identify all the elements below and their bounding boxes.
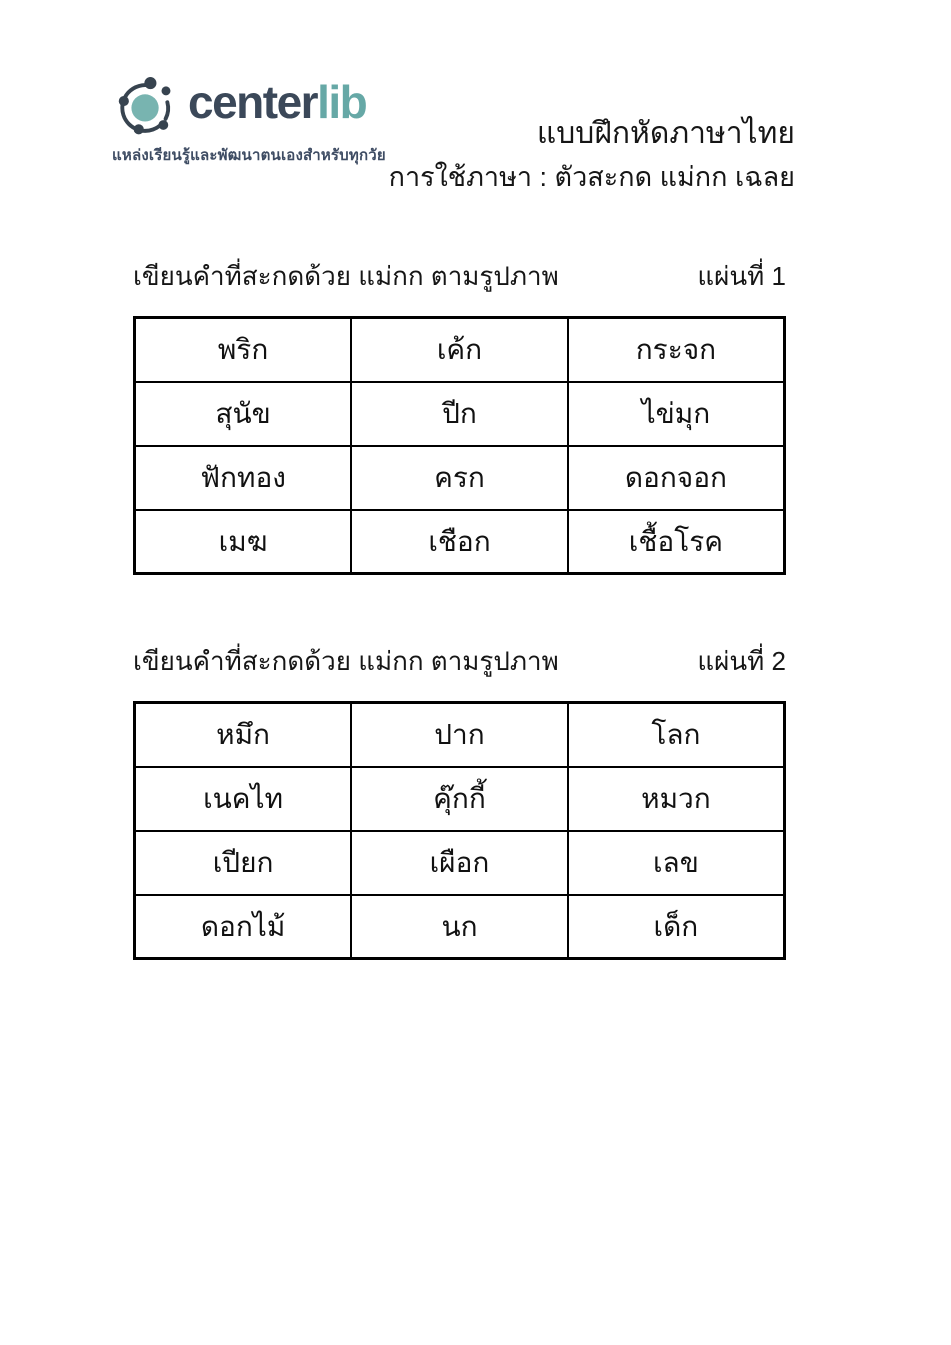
- word-cell: พริก: [135, 318, 352, 382]
- word-cell: คุ๊กกี้: [351, 767, 568, 831]
- sheet-2-number: แผ่นที่ 2: [697, 646, 786, 676]
- word-cell: เผือก: [351, 831, 568, 895]
- word-cell: ดอกไม้: [135, 895, 352, 959]
- sheet-1-header: [133, 256, 786, 296]
- word-cell: สุนัข: [135, 382, 352, 446]
- word-cell: ครก: [351, 446, 568, 510]
- word-cell: ปาก: [351, 703, 568, 767]
- word-cell: เชือก: [351, 510, 568, 574]
- word-cell: เค้ก: [351, 318, 568, 382]
- table-row: [135, 446, 785, 510]
- word-cell: ไข่มุก: [568, 382, 785, 446]
- logo-wordmark: [188, 76, 367, 131]
- word-cell: โลก: [568, 703, 785, 767]
- word-cell: หมึก: [135, 703, 352, 767]
- word-cell: หมวก: [568, 767, 785, 831]
- logo-text-center: center: [188, 76, 318, 128]
- word-cell: เชื้อโรค: [568, 510, 785, 574]
- centerlib-logo: [110, 68, 386, 167]
- answer-table-1: [133, 316, 786, 575]
- word-cell: ปีก: [351, 382, 568, 446]
- word-cell: เนคไท: [135, 767, 352, 831]
- word-cell: นก: [351, 895, 568, 959]
- word-cell: ฟักทอง: [135, 446, 352, 510]
- table-row: [135, 895, 785, 959]
- centerlib-logo-icon: [110, 68, 184, 142]
- page-subtitle: การใช้ภาษา : ตัวสะกด แม่กก เฉลย: [388, 161, 795, 192]
- sheet-1-instruction: เขียนคำที่สะกดด้วย แม่กก ตามรูปภาพ: [133, 261, 559, 291]
- sheet-2-header: [133, 641, 786, 681]
- logo-tagline: แหล่งเรียนรู้และพัฒนาตนเองสำหรับทุกวัย: [112, 147, 386, 164]
- table-row: [135, 510, 785, 574]
- section-sheet-2: [133, 641, 786, 960]
- logo-text-lib: lib: [317, 76, 367, 128]
- word-cell: เด็ก: [568, 895, 785, 959]
- word-cell: กระจก: [568, 318, 785, 382]
- sheet-2-instruction: เขียนคำที่สะกดด้วย แม่กก ตามรูปภาพ: [133, 646, 559, 676]
- document-titles: [389, 114, 795, 195]
- word-cell: เลข: [568, 831, 785, 895]
- table-row: [135, 318, 785, 382]
- word-cell: เปียก: [135, 831, 352, 895]
- page-title: แบบฝึกหัดภาษาไทย: [536, 117, 795, 150]
- word-cell: เมฆ: [135, 510, 352, 574]
- table-row: [135, 382, 785, 446]
- section-sheet-1: [133, 256, 786, 575]
- table-row: [135, 831, 785, 895]
- answer-table-2: [133, 701, 786, 960]
- word-cell: ดอกจอก: [568, 446, 785, 510]
- sheet-1-number: แผ่นที่ 1: [697, 261, 786, 291]
- table-row: [135, 767, 785, 831]
- table-row: [135, 703, 785, 767]
